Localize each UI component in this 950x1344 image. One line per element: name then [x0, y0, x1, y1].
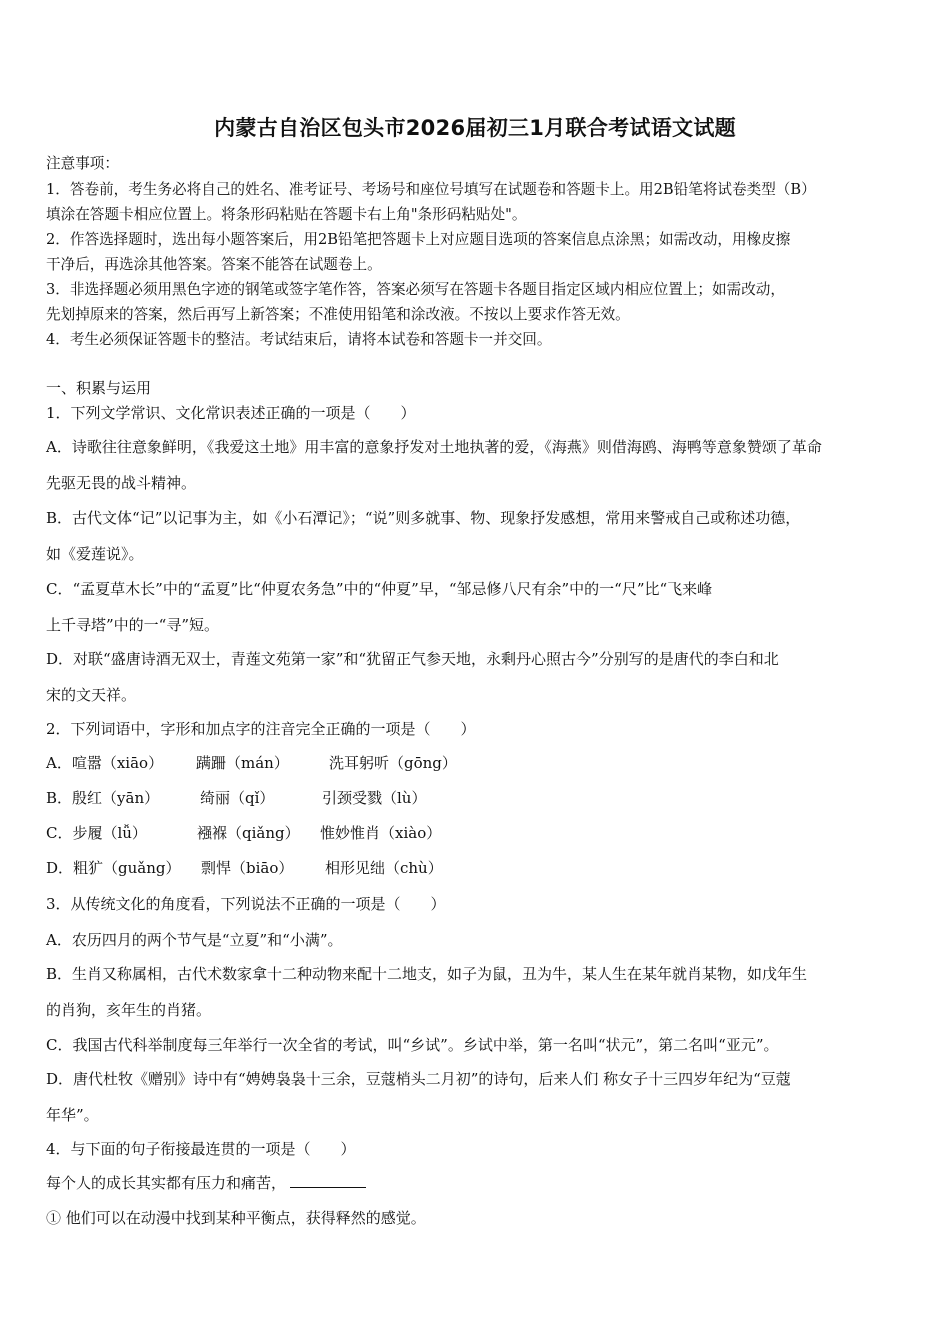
option-d: D．唐代杜牧《赠别》诗中有“娉娉袅袅十三余，豆蔻梢头二月初”的诗句，后来人们 称女子十三四岁年纪为“豆蔻 — [46, 1070, 791, 1088]
sentence-line — [46, 1172, 366, 1193]
option-word-3: 相形见绌（chù） — [325, 859, 443, 877]
option-word-2: 蹒跚（mán） — [196, 754, 289, 772]
section-heading: 一、积累与运用 — [46, 379, 152, 397]
option-word-3: 引颈受戮（lù） — [322, 789, 427, 807]
option-b-cont: 如《爱莲说》。 — [46, 545, 144, 563]
option-c-cont: 上千寻塔”中的一“寻”短。 — [46, 616, 220, 634]
option-c: C．步履（lǚ） — [46, 824, 147, 842]
option-b-cont: 的肖狗，亥年生的肖猪。 — [46, 1001, 212, 1019]
notice-heading: 注意事项： — [46, 155, 119, 172]
option-a: A．诗歌往往意象鲜明，《我爱这土地》用丰富的意象抒发对土地执著的爱，《海燕》则借海鸥、海鸭等意象赞颂了革命 — [46, 438, 822, 456]
option-b: B．古代文体“记”以记事为主，如《小石潭记》；“说”则多就事、物、现象抒发感想，常用来警戒自己或称述功德， — [46, 509, 801, 527]
notice-line: 1．答卷前，考生务必将自己的姓名、准考证号、考场号和座位号填写在试题卷和答题卡上。用2B铅笔将试卷类型（B） — [46, 181, 816, 198]
notice-line: 3．非选择题必须用黑色字迹的钢笔或签字笔作答，答案必须写在答题卡各题目指定区域内相应位置上；如需改动， — [46, 281, 785, 298]
option-a: A．农历四月的两个节气是“立夏”和“小满”。 — [46, 931, 343, 949]
option-d-cont: 年华”。 — [46, 1106, 99, 1124]
option-d: D．粗犷（guǎng） — [46, 859, 181, 877]
option-word-2: 襁褓（qiǎng） — [197, 824, 300, 842]
option-word-2: 剽悍（biāo） — [201, 859, 294, 877]
notice-line: 先划掉原来的答案，然后再写上新答案；不准使用铅笔和涂改液。不按以上要求作答无效。 — [46, 306, 630, 323]
option-c: C．“孟夏草木长”中的“孟夏”比“仲夏农务急”中的“仲夏”早，“邹忌修八尺有余”中的一“尺”比“飞来峰 — [46, 580, 713, 598]
option-a — [46, 752, 163, 773]
question-stem: 4．与下面的句子衔接最连贯的一项是（ ） — [46, 1140, 356, 1158]
option-a-cont: 先驱无畏的战斗精神。 — [46, 474, 197, 492]
notice-line: 填涂在答题卡相应位置上。将条形码粘贴在答题卡右上角"条形码粘贴处"。 — [46, 206, 527, 223]
page-title: 内蒙古自治区包头市2026届初三1月联合考试语文试题 — [214, 116, 736, 140]
question-stem: 3．从传统文化的角度看，下列说法不正确的一项是（ ） — [46, 895, 446, 913]
option-word-2: 绮丽（qǐ） — [200, 789, 275, 807]
option-word-3: 洗耳躬听（gōng） — [329, 754, 457, 772]
option-1: ① 他们可以在动漫中找到某种平衡点，获得释然的感觉。 — [46, 1209, 426, 1227]
notice-line: 2．作答选择题时，选出每小题答案后，用2B铅笔把答题卡上对应题目选项的答案信息点涂黑；如需改动，用橡皮擦 — [46, 231, 791, 248]
question-stem: 2．下列词语中，字形和加点字的注音完全正确的一项是（ ） — [46, 720, 476, 738]
answer-blank — [290, 1173, 366, 1188]
question-stem: 1．下列文学常识、文化常识表述正确的一项是（ ） — [46, 404, 416, 422]
option-d-cont: 宋的文天祥。 — [46, 686, 137, 704]
notice-line: 干净后，再选涂其他答案。答案不能答在试题卷上。 — [46, 256, 382, 273]
sentence-text: 每个人的成长其实都有压力和痛苦， — [46, 1174, 287, 1192]
option-d: D．对联“盛唐诗酒无双士，青莲文苑第一家”和“犹留正气参天地，永剩丹心照古今”分别写的是唐代的李白和北 — [46, 650, 779, 668]
option-word-1: A．喧嚣（xiāo） — [46, 754, 164, 772]
option-b: B．殷红（yān） — [46, 789, 160, 807]
notice-line: 4．考生必须保证答题卡的整洁。考试结束后，请将本试卷和答题卡一并交回。 — [46, 331, 552, 348]
option-b: B．生肖又称属相，古代术数家拿十二种动物来配十二地支，如子为鼠，丑为牛，某人生在某年就肖某物，如戊年生 — [46, 965, 808, 983]
option-word-3: 惟妙惟肖（xiào） — [320, 824, 442, 842]
option-c: C．我国古代科举制度每三年举行一次全省的考试，叫“乡试”。乡试中举，第一名叫“状元”，第二名叫“亚元”。 — [46, 1036, 779, 1054]
